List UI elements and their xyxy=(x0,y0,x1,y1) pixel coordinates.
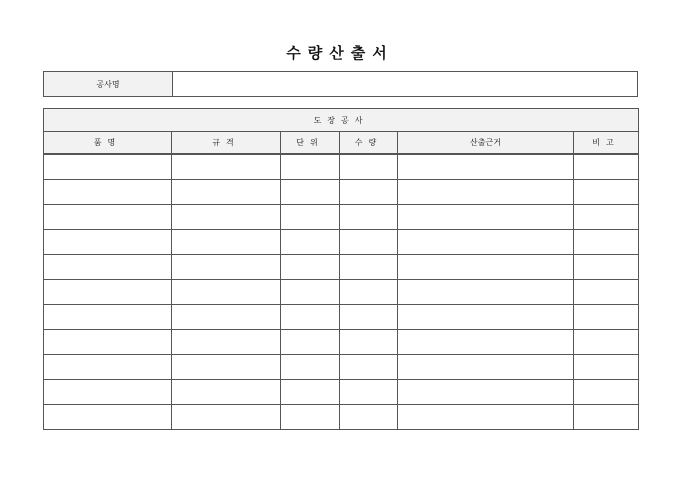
table-cell-item[interactable] xyxy=(44,230,172,255)
table-row xyxy=(44,280,639,305)
table-cell-item[interactable] xyxy=(44,355,172,380)
table-cell-basis[interactable] xyxy=(398,205,574,230)
table-cell-basis[interactable] xyxy=(398,255,574,280)
table-cell-unit[interactable] xyxy=(281,405,340,430)
table-cell-spec[interactable] xyxy=(172,355,281,380)
table-cell-quantity[interactable] xyxy=(340,230,398,255)
project-info-table xyxy=(43,71,638,97)
table-cell-unit[interactable] xyxy=(281,305,340,330)
table-cell-remarks[interactable] xyxy=(574,180,639,205)
quantity-table xyxy=(43,108,639,430)
column-header-basis: 산출근거 xyxy=(398,132,574,155)
table-row xyxy=(44,355,639,380)
table-cell-unit[interactable] xyxy=(281,205,340,230)
table-cell-item[interactable] xyxy=(44,154,172,180)
table-cell-spec[interactable] xyxy=(172,405,281,430)
table-cell-unit[interactable] xyxy=(281,255,340,280)
table-cell-item[interactable] xyxy=(44,205,172,230)
table-cell-item[interactable] xyxy=(44,305,172,330)
table-cell-basis[interactable] xyxy=(398,405,574,430)
table-cell-remarks[interactable] xyxy=(574,405,639,430)
table-row xyxy=(44,255,639,280)
column-header-unit: 단위 xyxy=(281,132,340,155)
table-row xyxy=(44,180,639,205)
table-cell-basis[interactable] xyxy=(398,230,574,255)
table-cell-quantity[interactable] xyxy=(340,355,398,380)
table-cell-basis[interactable] xyxy=(398,380,574,405)
table-cell-remarks[interactable] xyxy=(574,205,639,230)
table-cell-remarks[interactable] xyxy=(574,280,639,305)
table-cell-unit[interactable] xyxy=(281,380,340,405)
table-cell-spec[interactable] xyxy=(172,205,281,230)
table-row xyxy=(44,230,639,255)
table-row xyxy=(44,330,639,355)
table-cell-basis[interactable] xyxy=(398,154,574,180)
table-cell-remarks[interactable] xyxy=(574,255,639,280)
table-cell-unit[interactable] xyxy=(281,355,340,380)
project-name-label: 공사명 xyxy=(44,72,173,97)
column-header-spec: 규격 xyxy=(172,132,281,155)
table-cell-unit[interactable] xyxy=(281,154,340,180)
table-cell-spec[interactable] xyxy=(172,305,281,330)
table-cell-basis[interactable] xyxy=(398,280,574,305)
table-cell-quantity[interactable] xyxy=(340,305,398,330)
table-cell-basis[interactable] xyxy=(398,305,574,330)
table-cell-spec[interactable] xyxy=(172,180,281,205)
table-cell-remarks[interactable] xyxy=(574,230,639,255)
column-header-remarks: 비고 xyxy=(574,132,639,155)
column-header-item: 품명 xyxy=(44,132,172,155)
table-cell-spec[interactable] xyxy=(172,330,281,355)
table-cell-quantity[interactable] xyxy=(340,180,398,205)
table-cell-quantity[interactable] xyxy=(340,154,398,180)
table-cell-unit[interactable] xyxy=(281,230,340,255)
column-header-row xyxy=(44,132,639,155)
table-cell-remarks[interactable] xyxy=(574,305,639,330)
table-cell-remarks[interactable] xyxy=(574,330,639,355)
table-cell-quantity[interactable] xyxy=(340,405,398,430)
table-cell-unit[interactable] xyxy=(281,330,340,355)
document-title: 수량산출서 xyxy=(286,44,394,62)
table-cell-spec[interactable] xyxy=(172,380,281,405)
table-cell-remarks[interactable] xyxy=(574,380,639,405)
table-row xyxy=(44,405,639,430)
table-row xyxy=(44,305,639,330)
table-cell-basis[interactable] xyxy=(398,180,574,205)
table-cell-spec[interactable] xyxy=(172,154,281,180)
section-header-row xyxy=(44,109,639,132)
table-cell-item[interactable] xyxy=(44,180,172,205)
table-cell-spec[interactable] xyxy=(172,280,281,305)
table-cell-item[interactable] xyxy=(44,255,172,280)
table-cell-item[interactable] xyxy=(44,330,172,355)
table-row xyxy=(44,205,639,230)
project-row xyxy=(44,72,638,97)
table-row xyxy=(44,380,639,405)
table-cell-unit[interactable] xyxy=(281,180,340,205)
table-cell-remarks[interactable] xyxy=(574,154,639,180)
table-cell-quantity[interactable] xyxy=(340,380,398,405)
section-title: 도장공사 xyxy=(44,109,639,132)
table-cell-item[interactable] xyxy=(44,405,172,430)
table-cell-spec[interactable] xyxy=(172,255,281,280)
table-body xyxy=(44,154,639,430)
table-row xyxy=(44,154,639,180)
table-cell-spec[interactable] xyxy=(172,230,281,255)
table-cell-item[interactable] xyxy=(44,280,172,305)
table-cell-quantity[interactable] xyxy=(340,205,398,230)
table-cell-unit[interactable] xyxy=(281,280,340,305)
table-cell-basis[interactable] xyxy=(398,330,574,355)
table-cell-quantity[interactable] xyxy=(340,330,398,355)
table-cell-item[interactable] xyxy=(44,380,172,405)
project-name-value[interactable] xyxy=(173,72,638,97)
table-cell-remarks[interactable] xyxy=(574,355,639,380)
table-cell-basis[interactable] xyxy=(398,355,574,380)
column-header-quantity: 수량 xyxy=(340,132,398,155)
table-cell-quantity[interactable] xyxy=(340,255,398,280)
table-cell-quantity[interactable] xyxy=(340,280,398,305)
